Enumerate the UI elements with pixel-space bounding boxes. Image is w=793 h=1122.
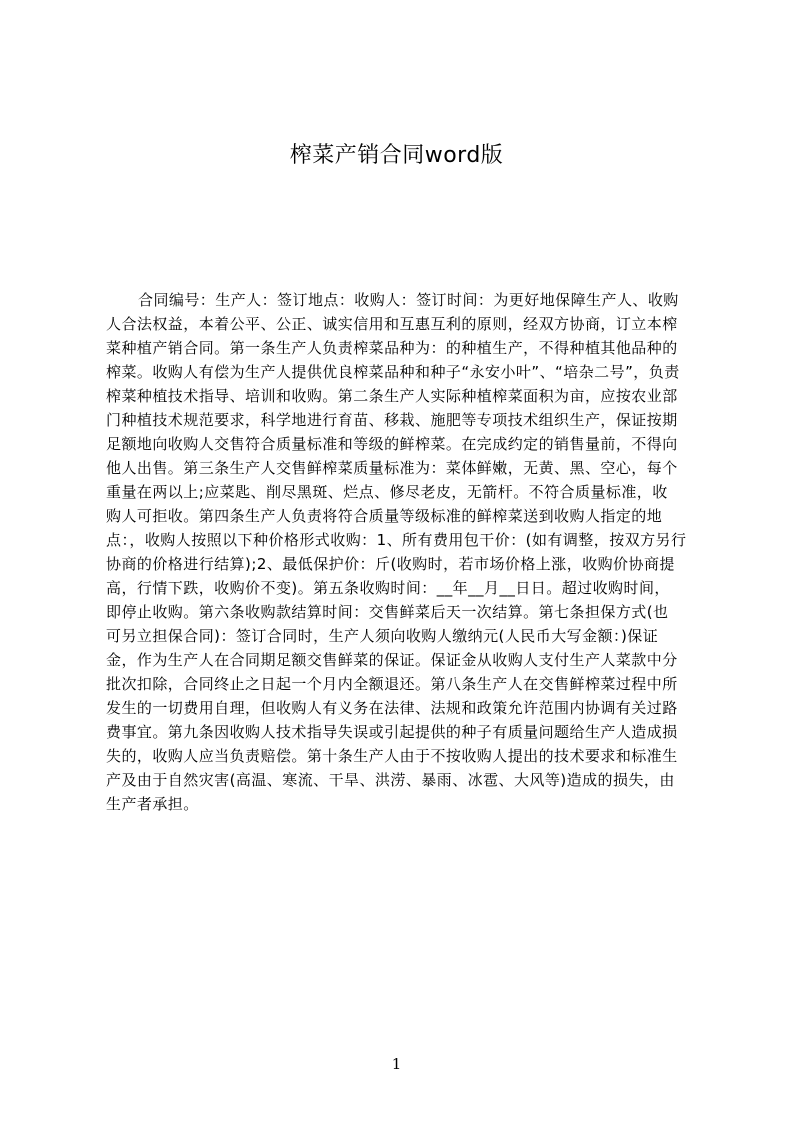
body-line: 批次扣除，合同终止之日起一个月内全额退还。第八条生产人在交售鲜榨菜过程中所 (106, 675, 678, 693)
body-line: 菜种植产销合同。第一条生产人负责榨菜品种为：的种植生产，不得种植其他品种的 (106, 339, 678, 357)
body-line: 即停止收购。第六条收购款结算时间：交售鲜菜后天一次结算。第七条担保方式(也 (106, 603, 669, 621)
body-line: 可另立担保合同)：签订合同时，生产人须向收购人缴纳元(人民币大写金额：)保证 (106, 627, 659, 645)
body-line: 金，作为生产人在合同期足额交售鲜菜的保证。保证金从收购人支付生产人菜款中分 (106, 651, 678, 669)
contract-body (106, 288, 700, 816)
body-line: 失的，收购人应当负责赔偿。第十条生产人由于不按收购人提出的技术要求和标准生 (106, 747, 678, 765)
body-line: 高，行情下跌，收购价不变)。第五条收购时间：__年__月__日日。超过收购时间， (106, 579, 670, 597)
body-line: 生产者承担。 (106, 795, 199, 813)
body-line: 协商的价格进行结算);2、最低保护价：斤(收购时，若市场价格上涨，收购价协商提 (106, 555, 675, 573)
body-line: 合同编号：生产人：签订地点：收购人：签订时间：为更好地保障生产人、收购 (138, 291, 679, 309)
body-line: 发生的一切费用自理，但收购人有义务在法律、法规和政策允许范围内协调有关过路 (106, 699, 678, 717)
body-line: 足额地向收购人交售符合质量标准和等级的鲜榨菜。在完成约定的销售量前，不得向 (106, 435, 678, 453)
body-line: 榨菜种植技术指导、培训和收购。第二条生产人实际种植榨菜面积为亩，应按农业部 (106, 387, 678, 405)
body-line: 人合法权益，本着公平、公正、诚实信用和互惠互利的原则，经双方协商，订立本榨 (106, 315, 678, 333)
body-line: 产及由于自然灾害(高温、寒流、干旱、洪涝、暴雨、冰雹、大风等)造成的损失，由 (106, 771, 675, 789)
body-line: 他人出售。第三条生产人交售鲜榨菜质量标准为：菜体鲜嫩，无黄、黑、空心，每个 (106, 459, 678, 477)
body-line: 重量在两以上;应菜匙、削尽黑斑、烂点、修尽老皮，无箭杆。不符合质量标准，收 (106, 483, 668, 501)
body-line: 榨菜。收购人有偿为生产人提供优良榨菜品种和种子“永安小叶”、“培杂二号”，负责 (106, 363, 680, 381)
body-line: 门种植技术规范要求，科学地进行育苗、移栽、施肥等专项技术组织生产，保证按期 (106, 411, 678, 429)
body-line: 购人可拒收。第四条生产人负责将符合质量等级标准的鲜榨菜送到收购人指定的地 (106, 507, 663, 525)
body-line: 费事宜。第九条因收购人技术指导失误或引起提供的种子有质量问题给生产人造成损 (106, 723, 678, 741)
document-title: 榨菜产销合同word版 (289, 143, 504, 168)
page-number: 1 (391, 1055, 402, 1073)
body-line: 点：，收购人按照以下种价格形式收购：1、所有费用包干价：(如有调整，按双方另行 (106, 531, 687, 549)
